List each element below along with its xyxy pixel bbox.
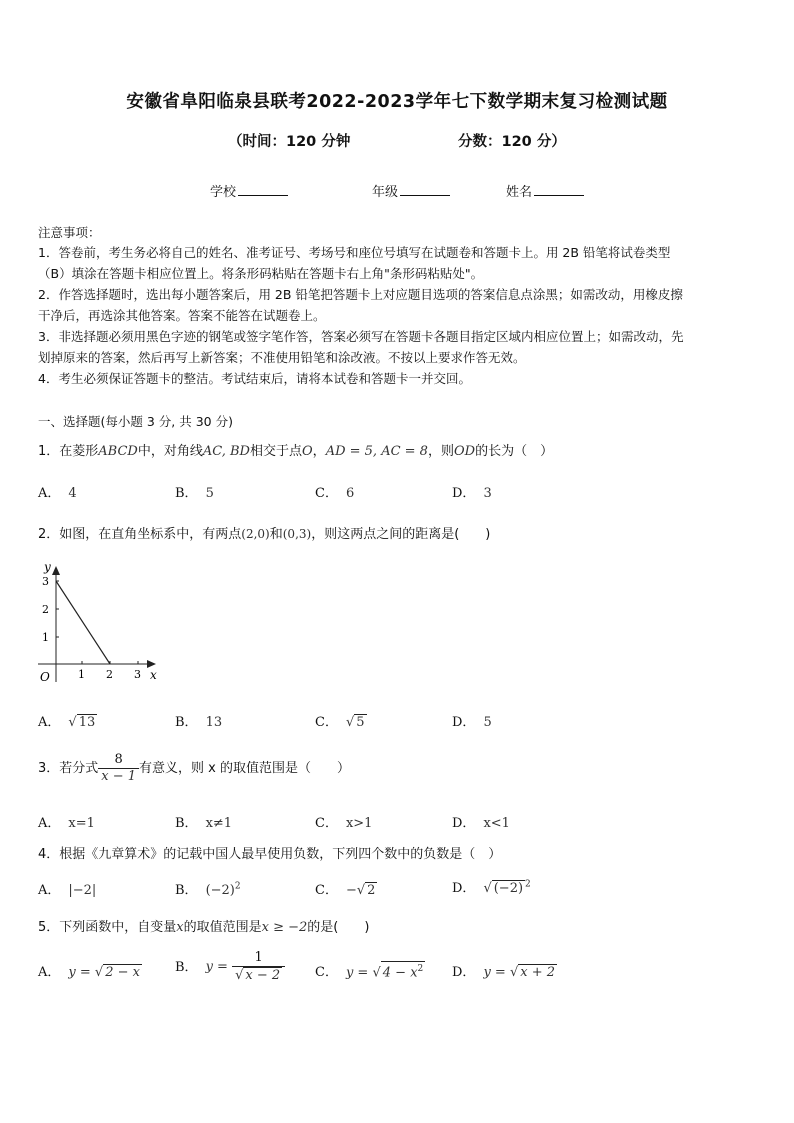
- x-axis-arrow: [147, 660, 156, 668]
- q2-option-d[interactable]: D． 5: [452, 715, 492, 730]
- diagonals: AC, BD: [202, 444, 250, 459]
- x-tick-label: 1: [78, 668, 85, 681]
- question-5: 5．下列函数中，自变量x的取值范围是x ≥ −2的是( ): [38, 920, 370, 935]
- point-a: (2,0): [241, 527, 270, 541]
- coordinate-graph: [34, 560, 164, 688]
- grade-label: 年级: [372, 185, 399, 200]
- name-label: 姓名: [506, 185, 533, 200]
- q4-option-c[interactable]: C． −√ 2: [315, 883, 376, 898]
- y-tick-label: 1: [42, 631, 49, 644]
- q2-option-a[interactable]: A． √ 13: [38, 715, 96, 730]
- domain-condition: x ≥ −2: [261, 920, 308, 935]
- y-axis-arrow: [52, 566, 60, 575]
- question-2: 2．如图，在直角坐标系中，有两点(2,0)和(0,3)，则这两点之间的距离是( ): [38, 527, 491, 542]
- q5-option-c[interactable]: C． y = √ $4 - x^2$: [315, 961, 425, 980]
- rhombus-name: ABCD: [98, 444, 138, 459]
- q3-option-c[interactable]: C． x>1: [315, 816, 373, 831]
- condition: AD = 5, AC = 8: [325, 444, 428, 459]
- name-blank[interactable]: [534, 182, 584, 196]
- school-field[interactable]: [210, 181, 288, 200]
- school-blank[interactable]: [238, 182, 288, 196]
- grade-blank[interactable]: [400, 182, 450, 196]
- point-o: O: [302, 444, 313, 459]
- name-field[interactable]: [506, 181, 584, 200]
- notice-line: （B）填涂在答题卡相应位置上。将条形码粘贴在答题卡右上角"条形码粘贴处"。: [38, 266, 484, 281]
- q3-option-a[interactable]: A． x=1: [38, 816, 95, 831]
- q5-option-d[interactable]: D． y = √ x + 2: [452, 965, 556, 980]
- exam-time: （时间：120 分钟: [228, 134, 351, 150]
- q4-option-b[interactable]: B． $(-2)^2$: [175, 881, 241, 898]
- segment-ab: [56, 581, 110, 664]
- grade-field[interactable]: [372, 181, 450, 200]
- notice-line: 4．考生必须保证答题卡的整洁。考试结束后，请将本试卷和答题卡一并交回。: [38, 371, 471, 386]
- q2-option-c[interactable]: C． √ 5: [315, 715, 365, 730]
- section-heading: 一、选择题(每小题 3 分, 共 30 分): [38, 414, 233, 429]
- notice-line: 1．答卷前，考生务必将自己的姓名、准考证号、考场号和座位号填写在试题卷和答题卡上。用 2B 铅笔将试卷类型: [38, 245, 671, 260]
- q5-option-b[interactable]: B． y = $\frac{1}{√ x - 2}$: [175, 950, 285, 984]
- point-b: (0,3): [282, 527, 312, 541]
- school-label: 学校: [210, 185, 237, 200]
- y-tick-label: 3: [42, 575, 49, 588]
- page-title: 安徽省阜阳临泉县联考2022-2023学年七下数学期末复习检测试题: [126, 92, 668, 112]
- segment-od: OD: [453, 444, 476, 459]
- question-3: 3．若分式 $\frac{8}{x - 1}$ 有意义，则 x 的取值范围是（ ）: [38, 752, 351, 784]
- q1-option-a[interactable]: A． 4: [38, 486, 77, 501]
- notice-line: 2．作答选择题时，选出每小题答案后，用 2B 铅笔把答题卡上对应题目选项的答案信息点涂黑；如需改动，用橡皮擦: [38, 287, 683, 302]
- exam-score: 分数：120 分）: [458, 134, 566, 150]
- y-axis-label: y: [44, 560, 51, 574]
- notice-line: 3．非选择题必须用黑色字迹的钢笔或签字笔作答，答案必须写在答题卡各题目指定区域内相应位置上；如需改动，先: [38, 329, 684, 344]
- q1-option-c[interactable]: C． 6: [315, 486, 355, 501]
- notice-heading: 注意事项：: [38, 225, 101, 240]
- y-tick-label: 2: [42, 603, 49, 616]
- q1-option-d[interactable]: D． 3: [452, 486, 492, 501]
- q5-option-a[interactable]: A． y = √ 2 − x: [38, 965, 140, 980]
- notice-line: 干净后，再选涂其他答案。答案不能答在试题卷上。: [38, 308, 326, 323]
- question-4: 4．根据《九章算术》的记载中国人最早使用负数，下列四个数中的负数是（ ）: [38, 847, 502, 862]
- x-tick-label: 3: [134, 668, 141, 681]
- notice-line: 划掉原来的答案，然后再写上新答案；不准使用铅笔和涂改液。不按以上要求作答无效。: [38, 350, 526, 365]
- q3-option-d[interactable]: D． x<1: [452, 816, 510, 831]
- fraction: $\frac{8}{x - 1}$: [98, 752, 139, 785]
- q2-option-b[interactable]: B． 13: [175, 715, 223, 730]
- q4-option-d[interactable]: D． √ (−2) $^2$: [452, 879, 531, 896]
- q1-option-b[interactable]: B． 5: [175, 486, 214, 501]
- origin-label: O: [40, 670, 50, 684]
- question-1: 1．在菱形ABCD中，对角线AC, BD相交于点O，AD = 5, AC = 8，则OD的长为（ ）: [38, 444, 554, 459]
- x-axis-label: x: [150, 668, 157, 682]
- q4-option-a[interactable]: A． |−2|: [38, 883, 97, 898]
- q3-option-b[interactable]: B． x≠1: [175, 816, 233, 831]
- x-tick-label: 2: [106, 668, 113, 681]
